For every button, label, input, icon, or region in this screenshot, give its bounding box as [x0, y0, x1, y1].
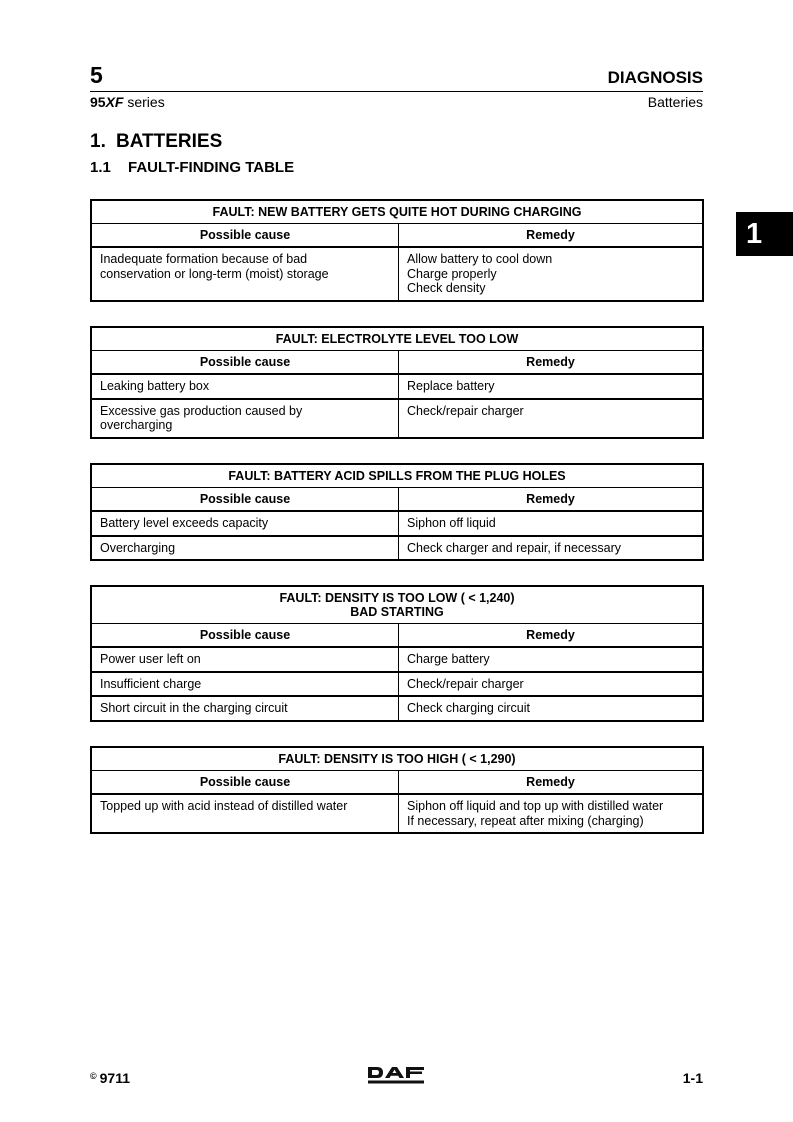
fault-title-line1: FAULT: DENSITY IS TOO LOW ( < 1,240) — [279, 591, 515, 605]
table-row — [91, 696, 703, 721]
column-header-remedy: Remedy — [399, 488, 704, 512]
column-header-remedy: Remedy — [399, 351, 704, 375]
fault-table-density-high — [90, 746, 704, 834]
cause-cell — [91, 536, 399, 561]
heading-fault-finding-table — [90, 159, 294, 176]
cause-line: overcharging — [100, 418, 173, 432]
fault-title: FAULT: DENSITY IS TOO HIGH ( < 1,290) — [91, 747, 703, 771]
column-header-cause: Possible cause — [91, 488, 399, 512]
doc-code: 9711 — [99, 1070, 131, 1086]
cause-line: Battery level exceeds capacity — [100, 516, 269, 530]
column-header-remedy: Remedy — [399, 224, 704, 248]
cause-line: Excessive gas production caused by — [100, 403, 303, 418]
cause-cell — [91, 672, 399, 697]
chapter-number: 5 — [90, 62, 103, 88]
column-header-cause: Possible cause — [91, 624, 399, 648]
remedy-line: Check/repair charger — [407, 676, 524, 691]
remedy-line: Siphon off liquid — [407, 516, 496, 530]
remedy-line: Replace battery — [407, 379, 495, 393]
subheading-text: FAULT-FINDING TABLE — [128, 159, 295, 176]
fault-table-acid-spills — [90, 463, 704, 561]
cause-line: Overcharging — [100, 540, 176, 555]
series-suffix: series — [123, 94, 165, 110]
remedy-cell — [399, 399, 704, 438]
footer-doc-code — [90, 1070, 130, 1086]
fault-title: FAULT: ELECTROLYTE LEVEL TOO LOW — [91, 327, 703, 351]
fault-title — [91, 586, 703, 624]
remedy-cell — [399, 696, 704, 721]
fault-table-density-low — [90, 585, 704, 722]
cause-cell — [91, 247, 399, 301]
cause-cell — [91, 374, 399, 399]
table-row — [91, 647, 703, 672]
remedy-line: Charge properly — [407, 266, 497, 281]
remedy-line: Check/repair charger — [407, 403, 524, 418]
table-row — [91, 511, 703, 536]
heading-number: 1. — [90, 131, 106, 152]
cause-line: Insufficient charge — [100, 676, 202, 691]
fault-title: FAULT: BATTERY ACID SPILLS FROM THE PLUG HOLES — [91, 464, 703, 488]
remedy-cell — [399, 511, 704, 536]
cause-line: conservation or long-term (moist) storage — [100, 266, 329, 281]
table-row — [91, 247, 703, 301]
cause-line: Power user left on — [100, 652, 201, 666]
section-title: DIAGNOSIS — [607, 68, 703, 87]
cause-line: Leaking battery box — [100, 379, 210, 393]
fault-table-new-battery-hot — [90, 199, 704, 302]
cause-line: Inadequate formation because of bad — [100, 252, 308, 266]
remedy-cell — [399, 536, 704, 561]
remedy-line: If necessary, repeat after mixing (charging) — [407, 813, 644, 828]
column-header-remedy: Remedy — [399, 771, 704, 795]
cause-cell — [91, 511, 399, 536]
cause-cell — [91, 696, 399, 721]
remedy-line: Allow battery to cool down — [407, 252, 553, 266]
remedy-line: Siphon off liquid and top up with distilled water — [407, 799, 664, 813]
table-row — [91, 374, 703, 399]
remedy-cell — [399, 647, 704, 672]
cause-cell — [91, 647, 399, 672]
cause-line: Short circuit in the charging circuit — [100, 701, 288, 715]
remedy-cell — [399, 374, 704, 399]
chapter-tab — [736, 212, 793, 256]
table-row — [91, 672, 703, 697]
column-header-cause: Possible cause — [91, 771, 399, 795]
heading-batteries — [90, 131, 222, 153]
remedy-cell — [399, 247, 704, 301]
cause-cell — [91, 399, 399, 438]
fault-table-electrolyte-low — [90, 326, 704, 439]
copyright-icon: © — [90, 1071, 97, 1081]
remedy-line: Check charger and repair, if necessary — [407, 540, 621, 555]
table-row — [91, 399, 703, 438]
column-header-cause: Possible cause — [91, 224, 399, 248]
cause-line: Topped up with acid instead of distilled water — [100, 799, 348, 813]
series-label — [90, 94, 165, 110]
header-divider — [90, 91, 703, 92]
series-model-italic: XF — [105, 94, 124, 110]
column-header-cause: Possible cause — [91, 351, 399, 375]
table-row — [91, 536, 703, 561]
cause-cell — [91, 794, 399, 833]
remedy-line: Check density — [407, 281, 486, 295]
remedy-line: Charge battery — [407, 652, 490, 666]
fault-title: FAULT: NEW BATTERY GETS QUITE HOT DURING CHARGING — [91, 200, 703, 224]
subsection-title: Batteries — [647, 94, 703, 110]
daf-logo-icon — [367, 1066, 425, 1085]
remedy-line: Check charging circuit — [407, 701, 530, 715]
chapter-tab-label: 1 — [746, 218, 763, 250]
remedy-cell — [399, 794, 704, 833]
page-number: 1-1 — [682, 1070, 703, 1086]
table-row — [91, 794, 703, 833]
series-model: 95 — [90, 94, 106, 110]
subheading-number: 1.1 — [90, 159, 111, 176]
remedy-cell — [399, 672, 704, 697]
heading-text: BATTERIES — [116, 131, 223, 152]
column-header-remedy: Remedy — [399, 624, 704, 648]
fault-title-line2: BAD STARTING — [350, 605, 444, 619]
